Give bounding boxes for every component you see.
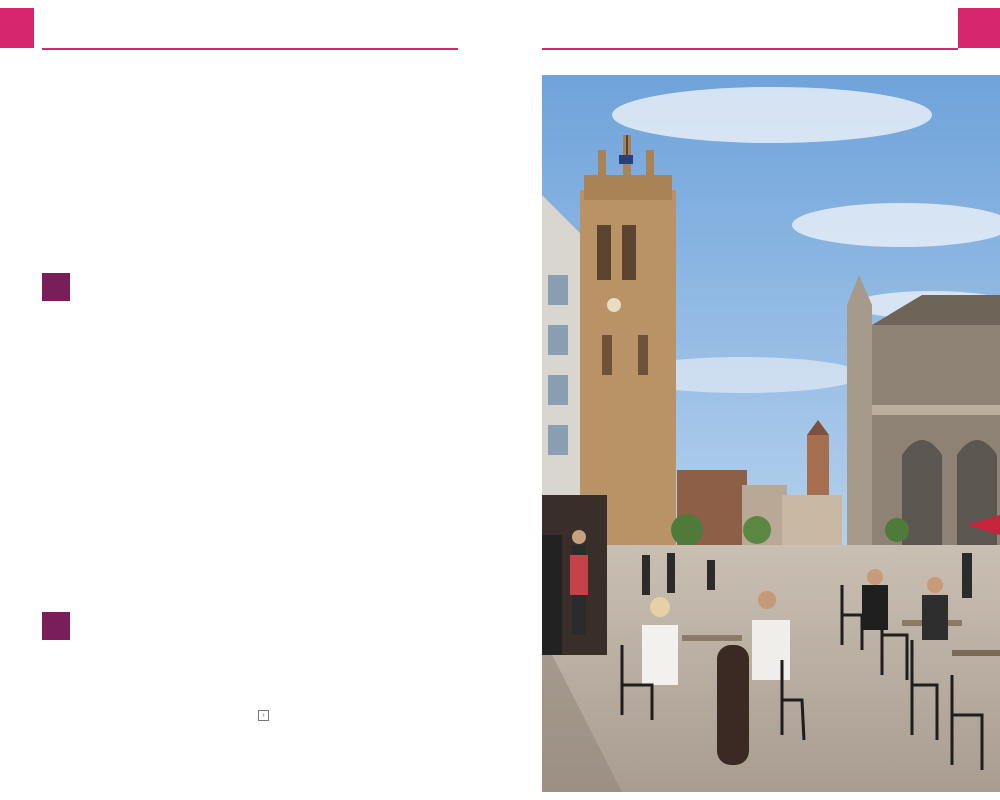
photo-caption (258, 707, 273, 722)
chapter-8-number (42, 273, 70, 301)
right-header-rule (542, 48, 958, 50)
chapter-9-number (42, 612, 70, 640)
photo-credit (533, 700, 541, 740)
right-page-number (958, 8, 1000, 48)
left-header-rule (42, 48, 458, 50)
left-page-number (0, 8, 34, 48)
photo-ref-icon: › (258, 710, 269, 721)
dunkerque-belfry-photo (542, 75, 1000, 792)
